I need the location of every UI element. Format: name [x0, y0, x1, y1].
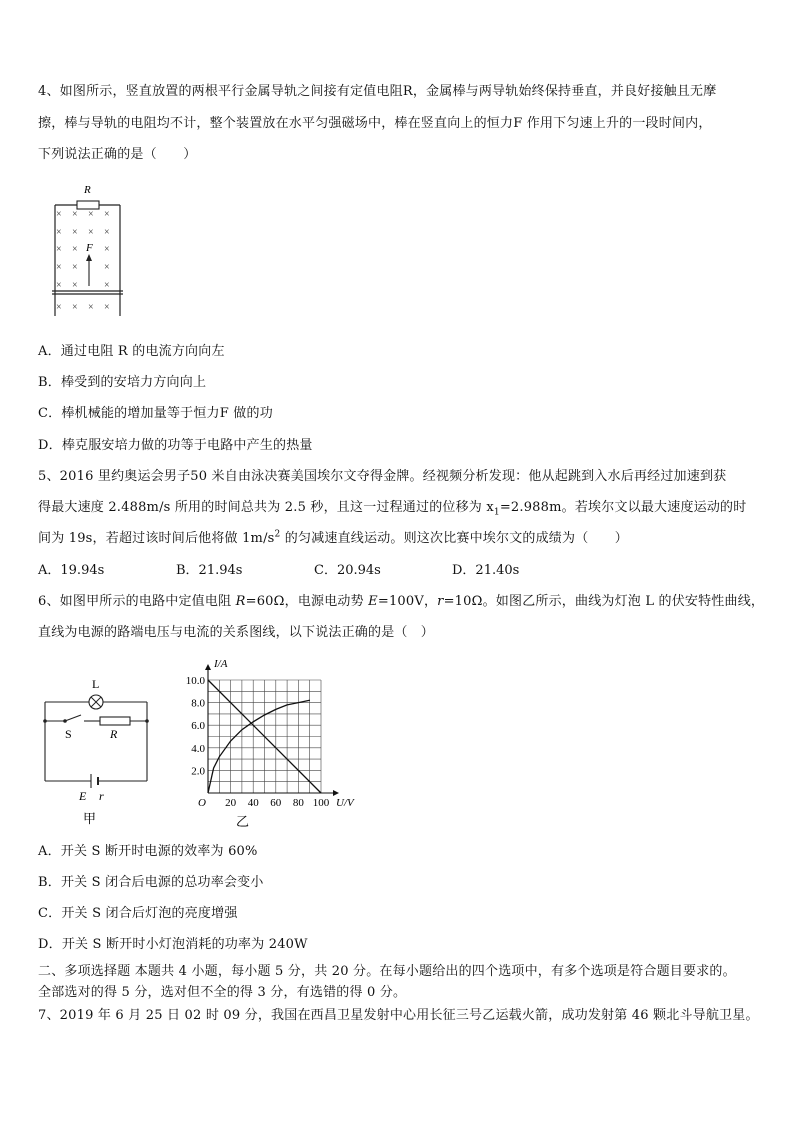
q4-option-c: C．棒机械能的增加量等于恒力F 做的功	[38, 406, 273, 421]
svg-text:×: ×	[72, 262, 78, 273]
q4-stem-line-3: 下列说法正确的是（ ）	[38, 147, 197, 162]
x-tick-label: 60	[270, 797, 282, 809]
svg-text:×: ×	[88, 209, 94, 220]
x-tick-label: 80	[292, 797, 304, 809]
q4-option-b: B．棒受到的安培力方向向上	[38, 375, 207, 390]
q6-option-c: C．开关 S 闭合后灯泡的亮度增强	[38, 906, 238, 921]
q6-stem-line-2: 直线为电源的路端电压与电流的关系图线，以下说法正确的是（ ）	[38, 625, 435, 640]
q4-stem-line-1: 4、如图所示，竖直放置的两根平行金属导轨之间接有定值电阻R，金属棒与两导轨始终保持垂直，并良好接触且无摩	[38, 84, 717, 99]
q4-option-a: A．通过电阻 R 的电流方向向左	[38, 344, 225, 359]
svg-text:×: ×	[72, 302, 78, 313]
switch-s	[65, 715, 81, 721]
q6-circuit-figure	[36, 676, 160, 828]
q6-option-b: B．开关 S 闭合后电源的总功率会变小	[38, 875, 264, 890]
svg-text:×: ×	[104, 244, 110, 255]
q5-option-a: A．19.94s	[38, 563, 105, 578]
svg-text:×: ×	[104, 280, 110, 291]
lamp-curve	[208, 700, 310, 793]
battery-symbol	[91, 774, 98, 788]
q4-stem-line-2: 擦，棒与导轨的电阻均不计，整个装置放在水平匀强磁场中，棒在竖直向上的恒力F 作用下匀速上升的一段时间内，	[38, 116, 712, 131]
q5-option-c: C．20.94s	[314, 563, 381, 578]
section2-instructions-line-1: 二、多项选择题 本题共 4 小题，每小题 5 分，共 20 分。在每小题给出的四个选项中，有多个选项是符合题目要求的。	[38, 964, 736, 979]
x-tick-label: 100	[312, 797, 330, 809]
q5-stem-line-2: 得最大速度 2.488m/s 所用的时间总共为 2.5 秒，且这一过程通过的位移为 $x_1=2.988m$。若埃尔文以最大速度运动的时	[38, 500, 747, 518]
emf-e-label: E	[79, 789, 87, 803]
svg-text:×: ×	[72, 209, 78, 220]
resistor-r-label: R	[84, 184, 91, 196]
svg-text:×: ×	[104, 262, 110, 273]
q5-option-b: B．21.94s	[176, 563, 243, 578]
svg-text:×: ×	[56, 262, 62, 273]
internal-r-label: r	[99, 789, 104, 803]
q6-option-d: D．开关 S 断开时小灯泡消耗的功率为 240W	[38, 937, 308, 952]
svg-text:×: ×	[56, 280, 62, 291]
q4-rail-figure	[44, 178, 144, 320]
force-f-label: F	[86, 242, 93, 254]
lamp-symbol	[89, 695, 103, 709]
q5-option-d: D．21.40s	[452, 563, 520, 578]
svg-text:×: ×	[104, 302, 110, 313]
section2-instructions-line-2: 全部选对的得 5 分，选对但不全的得 3 分，有选错的得 0 分。	[38, 985, 407, 1000]
graph-caption: 乙	[236, 814, 250, 829]
svg-text:×: ×	[88, 302, 94, 313]
resistor-r-label: R	[110, 727, 118, 741]
svg-text:×: ×	[56, 227, 62, 238]
x-tick-label: 20	[225, 797, 237, 809]
q7-stem-line-1: 7、2019 年 6 月 25 日 02 时 09 分，我国在西昌卫星发射中心用长征三号乙运载火箭，成功发射第 46 颗北斗导航卫星。	[38, 1008, 759, 1023]
y-tick-label: 2.0	[191, 765, 205, 778]
svg-text:×: ×	[56, 244, 62, 255]
svg-text:×: ×	[104, 209, 110, 220]
magnetic-field-marks	[56, 209, 110, 313]
circuit-caption: 甲	[83, 811, 97, 826]
svg-text:×: ×	[104, 227, 110, 238]
q6-option-a: A．开关 S 断开时电源的效率为 60%	[38, 844, 258, 859]
y-tick-label: 6.0	[191, 720, 205, 733]
x-axis-arrow	[333, 790, 339, 796]
lamp-l-label: L	[92, 677, 100, 691]
x-axis-label: U/V	[336, 797, 354, 809]
graph-ticks	[186, 675, 330, 809]
svg-text:×: ×	[88, 227, 94, 238]
svg-text:×: ×	[72, 244, 78, 255]
y-axis-arrow	[205, 664, 211, 670]
resistor-r	[77, 201, 99, 209]
q6-stem-line-1: 6、如图甲所示的电路中定值电阻 R=60Ω，电源电动势 E=100V，r=10Ω。如图乙所示，曲线为灯泡 L 的伏安特性曲线，	[38, 594, 765, 609]
svg-text:×: ×	[72, 280, 78, 291]
svg-text:×: ×	[72, 227, 78, 238]
q6-graph-figure	[185, 656, 370, 830]
y-tick-label: 8.0	[191, 697, 205, 710]
switch-s-label: S	[65, 727, 72, 741]
x-tick-label: 40	[247, 797, 259, 809]
graph-grid	[205, 664, 339, 796]
q5-stem-line-1: 5、2016 里约奥运会男子50 米自由泳决赛美国埃尔文夺得金牌。经视频分析发现：他从起跳到入水后再经过加速到获	[38, 469, 727, 484]
resistor-r-box	[100, 717, 130, 725]
svg-text:×: ×	[56, 302, 62, 313]
y-axis-label: I/A	[214, 658, 228, 670]
y-tick-label: 4.0	[191, 742, 205, 755]
q4-option-d: D．棒克服安培力做的功等于电路中产生的热量	[38, 438, 313, 453]
y-tick-label: 10.0	[185, 675, 205, 687]
origin-label: O	[198, 797, 206, 809]
q5-stem-line-3: 间为 19s，若超过该时间后他将做 $1m/s^2$ 的匀减速直线运动。则这次比赛中埃尔文的成绩为（ ）	[38, 529, 629, 546]
svg-text:×: ×	[56, 209, 62, 220]
